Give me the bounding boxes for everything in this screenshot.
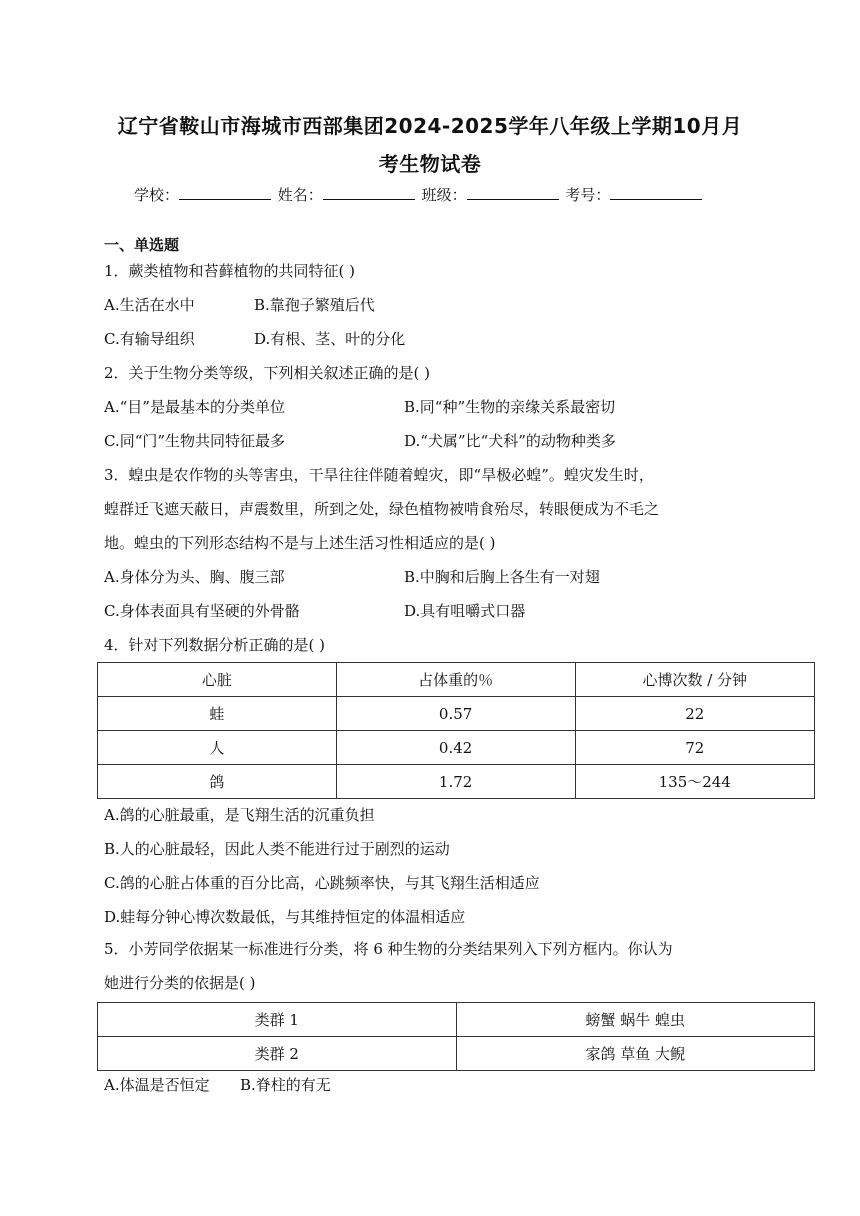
table-cell: 鸽 <box>98 765 337 799</box>
q1-option-a: A.生活在水中 <box>104 296 195 314</box>
table-cell: 22 <box>575 697 815 731</box>
student-info-fields <box>134 184 704 205</box>
q4-option-a: A.鸽的心脏最重，是飞翔生活的沉重负担 <box>104 806 375 824</box>
table-cell: 家鸽 草鱼 大鲵 <box>456 1037 815 1071</box>
name-blank <box>323 185 415 200</box>
table-cell: 蛙 <box>98 697 337 731</box>
exam-title-line2: 考生物试卷 <box>378 152 482 176</box>
q2-stem: 2．关于生物分类等级，下列相关叙述正确的是( ) <box>104 364 431 382</box>
q2-option-a: A.“目”是最基本的分类单位 <box>104 398 285 416</box>
q1-option-d: D.有根、茎、叶的分化 <box>254 330 406 348</box>
class-blank <box>467 185 559 200</box>
table-cell: 类群 1 <box>98 1003 457 1037</box>
q4-stem: 4．针对下列数据分析正确的是( ) <box>104 636 326 654</box>
q2-option-c: C.同“门”生物共同特征最多 <box>104 432 286 450</box>
exam-number-label: 考号： <box>565 186 611 204</box>
q3-option-b: B.中胸和后胸上各生有一对翅 <box>404 568 600 586</box>
q5-classification-table <box>97 1002 815 1071</box>
q4-option-d: D.蛙每分钟心博次数最低，与其维持恒定的体温相适应 <box>104 908 466 926</box>
table-cell: 72 <box>575 731 815 765</box>
table-header-cell: 心博次数 / 分钟 <box>575 663 815 697</box>
q5-option-b: B.脊柱的有无 <box>240 1076 331 1094</box>
exam-number-blank <box>610 185 702 200</box>
table-header-row <box>98 663 815 697</box>
q5-stem-line2: 她进行分类的依据是( ) <box>104 974 256 992</box>
q1-option-c: C.有输导组织 <box>104 330 195 348</box>
q5-option-a: A.体温是否恒定 <box>104 1076 210 1094</box>
q3-option-c: C.身体表面具有坚硬的外骨骼 <box>104 602 300 620</box>
table-cell: 人 <box>98 731 337 765</box>
exam-title-line1: 辽宁省鞍山市海城市西部集团2024-2025学年八年级上学期10月月 <box>117 114 743 138</box>
q4-option-b: B.人的心脏最轻，因此人类不能进行过于剧烈的运动 <box>104 840 450 858</box>
q2-option-b: B.同“种”生物的亲缘关系最密切 <box>404 398 616 416</box>
table-row <box>98 697 815 731</box>
table-row <box>98 1037 815 1071</box>
q4-option-c: C.鸽的心脏占体重的百分比高，心跳频率快，与其飞翔生活相适应 <box>104 874 540 892</box>
q2-option-d: D.“犬属”比“犬科”的动物种类多 <box>404 432 616 450</box>
q1-stem: 1．蕨类植物和苔藓植物的共同特征( ) <box>104 262 356 280</box>
table-row <box>98 731 815 765</box>
table-row <box>98 1003 815 1037</box>
table-cell: 螃蟹 蜗牛 蝗虫 <box>456 1003 815 1037</box>
class-label: 班级： <box>421 186 467 204</box>
q3-stem-line2: 蝗群迁飞遮天蔽日，声震数里，所到之处，绿色植物被啃食殆尽，转眼便成为不毛之 <box>104 500 660 518</box>
q3-stem-line3: 地。蝗虫的下列形态结构不是与上述生活习性相适应的是( ) <box>104 534 496 552</box>
q1-option-b: B.靠孢子繁殖后代 <box>254 296 375 314</box>
section-title: 一、单选题 <box>104 236 180 254</box>
name-label: 姓名： <box>277 186 323 204</box>
table-cell: 1.72 <box>336 765 575 799</box>
q4-data-table <box>97 662 815 799</box>
table-header-cell: 心脏 <box>98 663 337 697</box>
table-cell: 135～244 <box>575 765 815 799</box>
table-row <box>98 765 815 799</box>
school-label: 学校： <box>134 186 180 204</box>
q3-stem-line1: 3．蝗虫是农作物的头等害虫，干旱往往伴随着蝗灾，即“旱极必蝗”。蝗灾发生时， <box>104 466 654 484</box>
table-cell: 0.57 <box>336 697 575 731</box>
school-blank <box>179 185 271 200</box>
q3-option-d: D.具有咀嚼式口器 <box>404 602 526 620</box>
table-cell: 0.42 <box>336 731 575 765</box>
table-header-cell: 占体重的％ <box>336 663 575 697</box>
q3-option-a: A.身体分为头、胸、腹三部 <box>104 568 285 586</box>
q5-stem-line1: 5．小芳同学依据某一标准进行分类，将 6 种生物的分类结果列入下列方框内。你认为 <box>104 940 673 958</box>
table-cell: 类群 2 <box>98 1037 457 1071</box>
